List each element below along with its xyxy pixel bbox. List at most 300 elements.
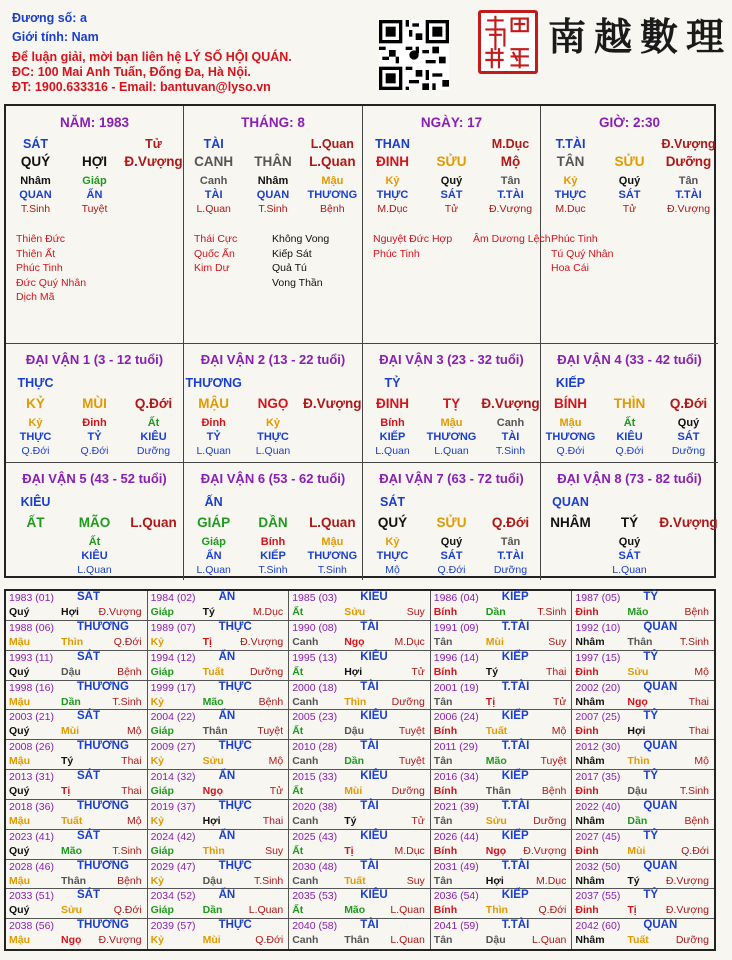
- dai-van-god-row: [6, 375, 183, 391]
- pillar-hidden-god: THƯƠNG: [307, 189, 358, 201]
- year-label: 1998 (16): [9, 681, 54, 694]
- year-branch: Thìn: [344, 695, 367, 708]
- year-label: 2033 (51): [9, 890, 54, 903]
- pillar-phase: Đ.Vượng: [488, 203, 533, 215]
- year-phase: L.Quan: [531, 934, 567, 947]
- year-god: KIÊU: [360, 591, 388, 603]
- dai-van-phase-row: [184, 444, 362, 458]
- year-cell[interactable]: [148, 860, 290, 890]
- year-branch: Sửu: [61, 904, 83, 917]
- year-cell[interactable]: [572, 621, 714, 651]
- dai-van-title: ĐẠI VẬN 7 (63 - 72 tuổi): [379, 471, 524, 486]
- pillar-hidden-stem-row: [363, 174, 540, 188]
- pillar-stem-branch: CANH: [194, 154, 234, 169]
- year-stem: Kỷ: [150, 635, 165, 648]
- dai-van-cell[interactable]: [541, 463, 718, 580]
- year-branch: Dậu: [61, 665, 81, 678]
- year-label: 2013 (31): [9, 771, 54, 783]
- year-cell[interactable]: [148, 830, 290, 860]
- dai-van-stem-branch: MÃO: [78, 515, 111, 530]
- dai-van-hidden-god: THỰC: [376, 550, 409, 562]
- year-cell[interactable]: [289, 860, 431, 890]
- year-cell[interactable]: [572, 830, 714, 860]
- year-phase: Dưỡng: [675, 934, 709, 947]
- pillar-god: M.Dục: [491, 137, 530, 151]
- year-label: 2035 (53): [292, 890, 338, 903]
- year-cell[interactable]: [431, 800, 573, 830]
- year-cell[interactable]: [6, 770, 148, 800]
- dai-van-phase: [6, 563, 65, 577]
- year-label: 2018 (36): [9, 800, 54, 813]
- year-label: 2003 (21): [9, 711, 54, 724]
- year-stem: Kỷ: [150, 695, 165, 708]
- year-branch: Dậu: [344, 725, 365, 738]
- dai-van-stem-branch-row: [363, 394, 540, 414]
- year-cell[interactable]: [431, 919, 573, 949]
- year-cell[interactable]: [572, 651, 714, 681]
- owner-label: Đương số:: [12, 11, 77, 25]
- year-god: THỰC: [218, 799, 252, 812]
- pillar-phase-row: [6, 202, 183, 216]
- star-item: Kim Dư: [194, 262, 230, 275]
- year-phase: Bệnh: [541, 785, 567, 797]
- pillar-title: NĂM: 1983: [59, 115, 130, 130]
- year-label: 1999 (17): [150, 681, 196, 694]
- year-cell[interactable]: [431, 621, 573, 651]
- year-cell[interactable]: [572, 740, 714, 770]
- year-god: TÀI: [360, 799, 379, 812]
- empty: [303, 494, 362, 510]
- year-stem: Nhâm: [575, 695, 605, 708]
- year-stem: Giáp: [150, 844, 174, 857]
- year-cell[interactable]: [148, 919, 290, 949]
- star-item: Thiên Đức: [16, 233, 66, 245]
- year-stem: Nhâm: [575, 874, 605, 887]
- star-item: Thiên Ất: [16, 247, 56, 260]
- dai-van-phase: Q.Đới: [615, 445, 644, 457]
- year-cell[interactable]: [431, 681, 573, 711]
- pillar-god: [422, 136, 481, 152]
- year-branch: Thân: [61, 874, 87, 887]
- year-god: TỶ: [643, 829, 659, 842]
- year-cell[interactable]: [6, 800, 148, 830]
- year-god: T.TÀI: [501, 740, 530, 753]
- year-phase: Tử: [411, 814, 425, 827]
- dai-van-hidden-god: KIÊU: [140, 431, 167, 443]
- year-god: TỶ: [643, 650, 659, 663]
- year-cell[interactable]: [6, 651, 148, 681]
- year-label: 2026 (44): [433, 830, 479, 843]
- year-label: 2006 (24): [433, 711, 479, 724]
- year-god: KIÊU: [360, 829, 388, 842]
- year-stem: Đinh: [575, 606, 599, 618]
- dai-van-hidden: Quý: [440, 536, 463, 548]
- year-phase: Tuyệt: [257, 725, 284, 738]
- pillar-hidden-stem: Nhâm: [257, 175, 289, 187]
- year-phase: Tử: [552, 695, 567, 708]
- year-cell[interactable]: [148, 889, 290, 919]
- year-phase: L.Quan: [390, 934, 425, 947]
- dai-van-stem-branch: MÙI: [82, 396, 107, 411]
- year-god: TỶ: [643, 591, 659, 603]
- dai-van-hidden-god: THỰC: [257, 431, 289, 443]
- year-branch: Ngọ: [485, 844, 507, 857]
- year-label: 2029 (47): [150, 860, 196, 873]
- pillar-hidden-god-row: [184, 188, 362, 202]
- pillar-hidden-stem: Giáp: [82, 175, 107, 187]
- year-cell[interactable]: [148, 591, 290, 621]
- dai-van-phase: Dưỡng: [493, 564, 528, 576]
- year-cell[interactable]: [6, 681, 148, 711]
- year-label: 2016 (34): [433, 771, 479, 783]
- year-cell[interactable]: [431, 710, 573, 740]
- year-branch: Dậu: [485, 934, 506, 947]
- year-stem: Đinh: [575, 665, 599, 678]
- pillar-god: THAN: [375, 137, 410, 151]
- pillar-phase: T.Sinh: [258, 203, 288, 215]
- dai-van-phase: Dưỡng: [671, 445, 706, 457]
- year-label: 2015 (33): [292, 771, 338, 783]
- year-branch: Thân: [627, 635, 653, 648]
- year-cell[interactable]: [289, 621, 431, 651]
- dai-van-hidden: Ất: [88, 536, 101, 548]
- year-cell[interactable]: [289, 710, 431, 740]
- pillar-phase: Đ.Vượng: [666, 203, 711, 215]
- empty: [124, 494, 183, 510]
- year-god: THƯƠNG: [77, 620, 129, 633]
- year-phase: Q.Đới: [113, 904, 142, 917]
- year-god: KIẾP: [501, 710, 529, 723]
- year-god: THỰC: [218, 680, 252, 693]
- year-branch: Tuất: [627, 934, 649, 947]
- dai-van-stem-branch: ẤT: [26, 515, 45, 530]
- empty: [600, 494, 659, 510]
- dai-van-hidden: Canh: [496, 417, 525, 429]
- dai-van-stem-branch: Đ.Vượng: [303, 396, 362, 411]
- year-cell[interactable]: [572, 919, 714, 949]
- year-cell[interactable]: [289, 740, 431, 770]
- pillar-god: L.Quan: [310, 137, 354, 151]
- year-label: 2019 (37): [150, 800, 196, 813]
- dai-van-phase-row: [6, 444, 183, 458]
- year-label: 2024 (42): [150, 830, 196, 843]
- year-label: 2009 (27): [150, 741, 196, 754]
- year-label: 2032 (50): [575, 860, 621, 873]
- year-phase: Q.Đới: [681, 844, 709, 857]
- dai-van-hidden: [6, 535, 65, 549]
- year-label: 1991 (09): [433, 621, 479, 634]
- dai-van-phase: Q.Đới: [80, 445, 109, 457]
- year-phase: Bệnh: [684, 606, 709, 618]
- pillar-stars: [373, 232, 551, 261]
- year-stem: Ất: [292, 665, 304, 678]
- dai-van-title: ĐẠI VẬN 2 (13 - 22 tuổi): [200, 352, 346, 367]
- star-item: Tú Quý Nhân: [551, 247, 614, 260]
- year-god: QUAN: [643, 919, 678, 932]
- dai-van-cell[interactable]: [363, 344, 541, 463]
- year-cell[interactable]: [289, 830, 431, 860]
- year-cell[interactable]: [148, 740, 290, 770]
- year-branch: Mùi: [485, 635, 504, 648]
- pillar-phase: Tử: [444, 203, 459, 215]
- empty: [481, 494, 540, 510]
- year-branch: Tuất: [485, 725, 508, 738]
- dai-van-hidden-god-row: [541, 430, 718, 444]
- year-cell[interactable]: [6, 621, 148, 651]
- year-cell[interactable]: [6, 591, 148, 621]
- year-branch: Dậu: [627, 785, 648, 797]
- dai-van-phase-row: [184, 563, 362, 577]
- year-cell[interactable]: [431, 889, 573, 919]
- dai-van-hidden-row: [363, 535, 540, 549]
- empty: [65, 494, 124, 510]
- year-label: 2007 (25): [575, 711, 621, 724]
- year-god: TỶ: [643, 710, 659, 723]
- pillar-hidden-stem: Tân: [678, 175, 699, 187]
- year-phase: M.Dục: [536, 874, 567, 887]
- year-phase: Q.Đới: [113, 635, 142, 648]
- year-cell[interactable]: [289, 591, 431, 621]
- year-cell[interactable]: [289, 770, 431, 800]
- pillar-stem-branch-row: [363, 152, 540, 172]
- year-cell[interactable]: [6, 919, 148, 949]
- gender-line: [12, 30, 99, 44]
- dai-van-cell[interactable]: [541, 344, 718, 463]
- year-stem: Quý: [9, 904, 30, 917]
- year-god: THỰC: [218, 919, 252, 932]
- year-cell[interactable]: [572, 710, 714, 740]
- pillar-stem-branch: TÂN: [556, 154, 585, 169]
- year-cell[interactable]: [289, 889, 431, 919]
- pillar-hidden-god: T.TÀI: [675, 189, 702, 201]
- pillar-title: GIỜ: 2:30: [598, 115, 661, 130]
- year-god: QUAN: [643, 799, 678, 812]
- year-god: TỶ: [643, 889, 659, 902]
- dai-van-stem-branch: BÍNH: [554, 396, 587, 411]
- star-item: Phúc Tinh: [16, 262, 63, 275]
- year-stem: Bính: [433, 844, 458, 857]
- dai-van-hidden: Kỷ: [385, 536, 400, 548]
- year-stem: Giáp: [150, 725, 174, 738]
- dai-van-cell[interactable]: [6, 344, 184, 463]
- year-cell[interactable]: [289, 681, 431, 711]
- dai-van-stem-branch: MẬU: [198, 396, 230, 411]
- stars-right: [272, 232, 356, 290]
- pillar-god: SÁT: [23, 137, 48, 151]
- dai-van-phase-row: [363, 444, 540, 458]
- year-stem: Ất: [292, 725, 304, 738]
- dai-van-stem-branch: SỬU: [436, 515, 467, 530]
- dai-van-stem-branch: GIÁP: [197, 515, 231, 530]
- year-label: 2005 (23): [292, 711, 338, 724]
- star-item: Phúc Tinh: [373, 247, 420, 260]
- year-god: ẤN: [218, 650, 236, 663]
- pillar-stars: [194, 232, 356, 290]
- dai-van-phase: [124, 563, 183, 577]
- dai-van-stem-branch: L.Quan: [309, 515, 356, 530]
- year-label: 2030 (48): [292, 860, 338, 873]
- dai-van-hidden-row: [541, 535, 718, 549]
- dai-van-hidden: Mậu: [321, 536, 344, 548]
- year-god: SÁT: [77, 591, 100, 603]
- year-cell[interactable]: [572, 860, 714, 890]
- year-cell[interactable]: [431, 740, 573, 770]
- year-god: ẤN: [218, 710, 236, 723]
- pillar-stem-branch: ĐINH: [376, 154, 409, 169]
- pillar-hidden-god: [124, 188, 183, 202]
- year-stem: Ất: [292, 904, 304, 917]
- year-stem: Canh: [292, 814, 319, 827]
- pillar-cell: [184, 106, 363, 344]
- empty: [65, 375, 124, 391]
- year-cell[interactable]: [6, 710, 148, 740]
- year-cell[interactable]: [572, 889, 714, 919]
- year-phase: Bệnh: [117, 874, 142, 887]
- year-cell[interactable]: [148, 681, 290, 711]
- year-branch: Tý: [202, 606, 215, 618]
- year-stem: Mậu: [9, 934, 30, 947]
- dai-van-hidden-god: TỶ: [206, 431, 221, 443]
- owner-line: [12, 11, 87, 25]
- star-item: Quốc Ấn: [194, 247, 235, 260]
- year-stem: Ất: [292, 844, 304, 857]
- year-god: ẤN: [218, 770, 236, 782]
- dai-van-hidden-god: KIẾP: [260, 550, 286, 562]
- dai-van-hidden-god: [303, 430, 362, 444]
- year-phase: Tuyệt: [398, 755, 425, 768]
- year-stem: Giáp: [150, 904, 174, 917]
- year-branch: Mùi: [627, 844, 646, 857]
- pillar-god-row: [541, 136, 718, 152]
- empty: [600, 375, 659, 391]
- year-phase: Đ.Vượng: [240, 635, 284, 648]
- dai-van-hidden-god: [541, 549, 600, 563]
- year-phase: T.Sinh: [112, 695, 142, 708]
- year-stem: Bính: [433, 785, 458, 797]
- year-stem: Giáp: [150, 606, 174, 618]
- year-label: 2034 (52): [150, 890, 196, 903]
- year-cell[interactable]: [6, 740, 148, 770]
- dai-van-hidden-god: THƯƠNG: [545, 431, 596, 443]
- year-branch: Thìn: [61, 635, 84, 648]
- year-cell[interactable]: [431, 830, 573, 860]
- year-phase: L.Quan: [390, 904, 425, 917]
- dai-van-phase: Mộ: [385, 564, 400, 576]
- year-label: 2011 (29): [433, 741, 478, 754]
- year-cell[interactable]: [148, 800, 290, 830]
- dai-van-cell[interactable]: [184, 344, 363, 463]
- year-cell[interactable]: [148, 770, 290, 800]
- year-label: 2008 (26): [9, 741, 54, 754]
- year-god: TÀI: [360, 919, 379, 932]
- dai-van-cell[interactable]: [184, 463, 363, 580]
- year-cell[interactable]: [572, 800, 714, 830]
- year-stem: Quý: [9, 606, 30, 618]
- pillar-god: [600, 136, 659, 152]
- year-label: 2014 (32): [150, 771, 196, 783]
- pillar-hidden-god: QUAN: [256, 189, 290, 201]
- year-cell[interactable]: [148, 710, 290, 740]
- year-cell[interactable]: [572, 681, 714, 711]
- dai-van-phase: [541, 563, 600, 577]
- dai-van-phase: L.Quan: [77, 564, 112, 576]
- year-stem: Đinh: [575, 725, 599, 738]
- year-stem: Bính: [433, 665, 458, 678]
- year-cell[interactable]: [148, 621, 290, 651]
- phone-email-line[interactable]: ĐT: 1900.633316 - Email: bantuvan@lyso.vn: [12, 80, 271, 94]
- dai-van-god-row: [541, 494, 718, 510]
- dai-van-stem-branch: Đ.Vượng: [481, 396, 540, 411]
- dai-van-phase: T.Sinh: [317, 564, 347, 576]
- dai-van-god-row: [184, 494, 362, 510]
- year-branch: Tị: [485, 695, 496, 708]
- dai-van-hidden-row: [6, 416, 183, 430]
- year-cell[interactable]: [148, 651, 290, 681]
- year-cell[interactable]: [6, 830, 148, 860]
- year-cell[interactable]: [431, 860, 573, 890]
- year-stem: Nhâm: [575, 755, 605, 768]
- dai-van-cell[interactable]: [363, 463, 541, 580]
- pillar-phase: T.Sinh: [20, 203, 51, 215]
- year-phase: Dưỡng: [391, 785, 425, 797]
- dai-van-stem-branch-row: [6, 513, 183, 533]
- pillar-hidden-god: QUAN: [19, 189, 52, 201]
- year-label: 2040 (58): [292, 920, 338, 933]
- year-phase: Bệnh: [117, 665, 142, 678]
- dai-van-hidden-god-row: [6, 549, 183, 563]
- year-label: 2020 (38): [292, 800, 338, 813]
- year-stem: Quý: [9, 785, 30, 797]
- dai-van-phase: L.Quan: [196, 445, 231, 457]
- year-cell[interactable]: [572, 770, 714, 800]
- dai-van-stem-branch: DẦN: [258, 515, 288, 530]
- stars-left: [373, 232, 473, 261]
- year-branch: Mão: [344, 904, 366, 917]
- year-cell[interactable]: [6, 860, 148, 890]
- year-cell[interactable]: [572, 591, 714, 621]
- year-god: THƯƠNG: [77, 859, 129, 872]
- pillar-god: [65, 136, 124, 152]
- year-cell[interactable]: [289, 651, 431, 681]
- year-cell[interactable]: [431, 651, 573, 681]
- empty: [124, 375, 183, 391]
- stars-right: [473, 232, 551, 261]
- dai-van-hidden: Kỷ: [265, 417, 281, 429]
- dai-van-stem-branch: Đ.Vượng: [659, 515, 718, 530]
- year-stem: Tân: [433, 874, 453, 887]
- pillar-hidden-stem: Canh: [199, 175, 228, 187]
- year-stem: Tân: [433, 755, 453, 768]
- year-phase: Mộ: [551, 725, 567, 738]
- dai-van-hidden-god: SÁT: [677, 431, 700, 443]
- year-stem: Nhâm: [575, 814, 605, 827]
- year-cell[interactable]: [289, 919, 431, 949]
- year-cell[interactable]: [431, 770, 573, 800]
- year-stem: Giáp: [150, 785, 174, 797]
- dai-van-stem-branch: Q.Đới: [134, 396, 173, 411]
- dai-van-cell[interactable]: [6, 463, 184, 580]
- year-cell[interactable]: [289, 800, 431, 830]
- year-label: 2038 (56): [9, 920, 54, 933]
- year-phase: Đ.Vượng: [98, 934, 142, 947]
- year-cell[interactable]: [6, 889, 148, 919]
- year-cell[interactable]: [431, 591, 573, 621]
- dai-van-hidden-god: ẤN: [205, 550, 222, 562]
- year-phase: Mộ: [694, 755, 709, 768]
- pillar-god: TÀI: [203, 137, 224, 151]
- year-stem: Quý: [9, 844, 30, 857]
- year-phase: T.Sinh: [679, 785, 709, 797]
